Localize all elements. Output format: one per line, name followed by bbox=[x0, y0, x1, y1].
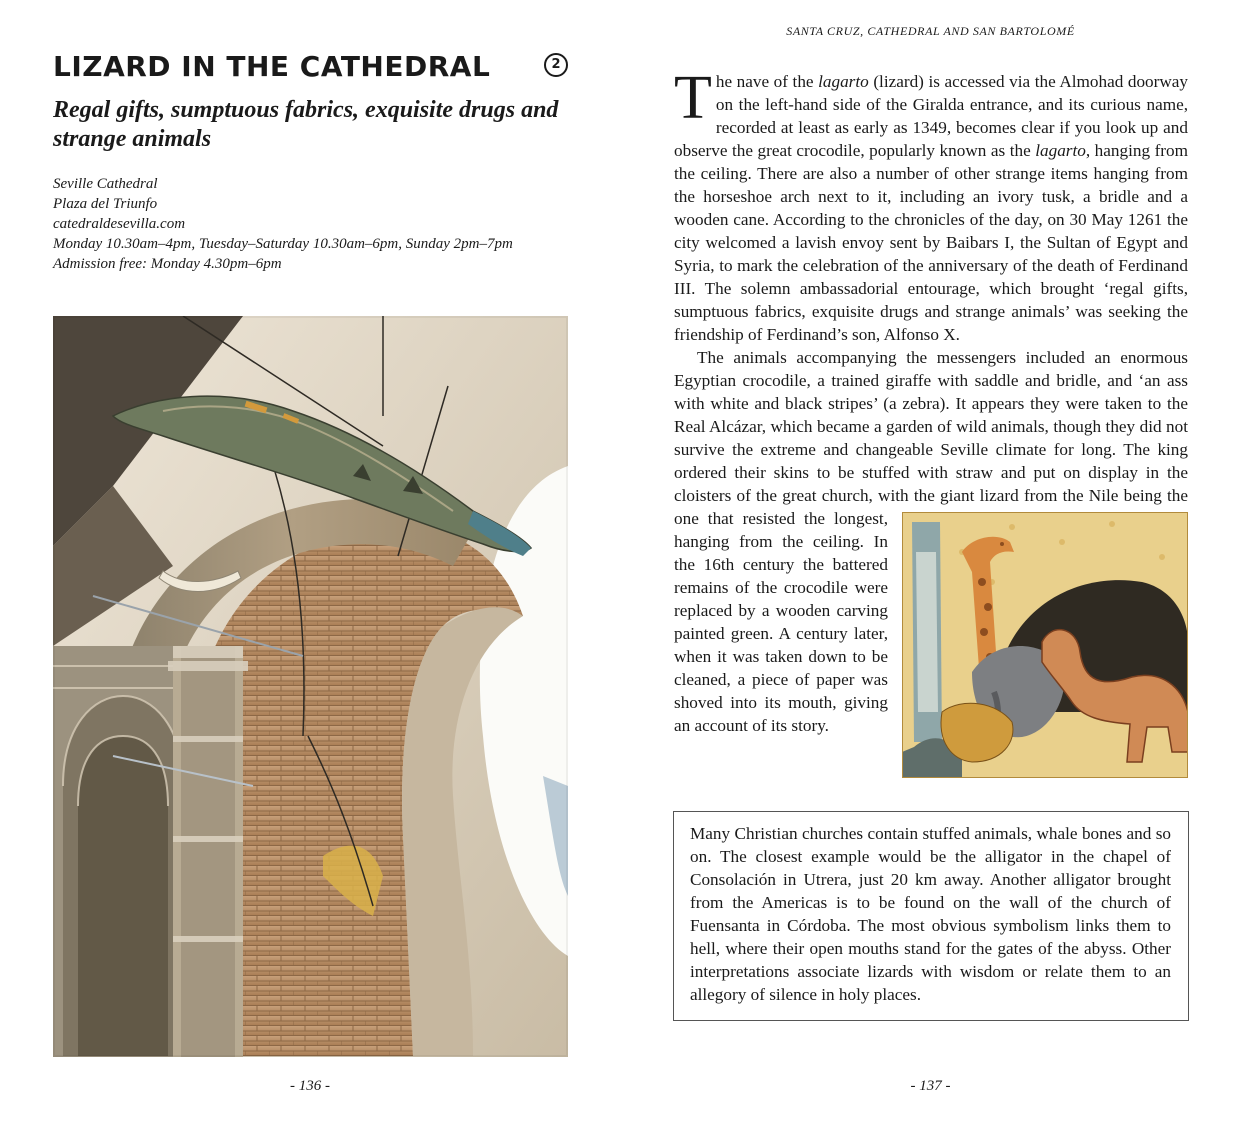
article-paragraph-2 bbox=[674, 346, 1188, 737]
manuscript-illustration bbox=[902, 512, 1188, 778]
page-number-right: - 137 - bbox=[910, 1078, 951, 1094]
right-page bbox=[620, 0, 1241, 1123]
info-address: Plaza del Triunfo bbox=[53, 196, 158, 212]
info-website: catedraldesevilla.com bbox=[53, 216, 186, 232]
sidebar-text: Many Christian churches contain stuffed animals, whale bones and so on. The closest example would be the alligator in the chapel of Consolación in Utrera, just 20 km away. Another alligator brought from the Americas is to be found on the wall of the church of Fuensanta in Córdoba. The most obvious symbolism links them to hell, where their open mouths stand for the gates of the abyss. Other interpretations associate lizards with wisdom or relate them to an allegory of silence in holy places. bbox=[690, 824, 1171, 1004]
info-admission: Admission free: Monday 4.30pm–6pm bbox=[53, 256, 282, 272]
chapter-subtitle: Regal gifts, sumptuous fabrics, exquisite drugs and strange animals bbox=[53, 97, 559, 152]
visitor-info bbox=[53, 174, 593, 274]
paragraph-2-text-a: The animals accompanying the messengers included an enormous Egyptian crocodile, a trained giraffe with saddle and bridle, and ‘an ass with white and black stripes’ (a zebra). It appears they were taken to the Real Alcázar, which became a garden of wild animals, though they did not survive the extreme and changeable Seville climate for long. The king ordered their skins to be stuffed with straw and put on display in the cloisters of the great church, with the giant lizard from bbox=[674, 348, 1188, 505]
main-article bbox=[674, 64, 1189, 782]
drop-cap: T bbox=[674, 64, 712, 132]
info-place: Seville Cathedral bbox=[53, 176, 158, 192]
sidebar-box bbox=[673, 811, 1189, 1021]
chapter-title: LIZARD IN THE CATHEDRAL bbox=[53, 50, 491, 83]
left-page bbox=[0, 0, 620, 1123]
paragraph-1-italic-b: lagarto bbox=[1035, 141, 1086, 160]
paragraph-1-italic-a: lagarto bbox=[818, 72, 869, 91]
page-number-left: - 136 - bbox=[290, 1078, 330, 1094]
info-hours: Monday 10.30am–4pm, Tuesday–Saturday 10.30am–6pm, Sunday 2pm–7pm bbox=[53, 236, 513, 252]
cathedral-crocodile-photo bbox=[53, 316, 568, 1057]
paragraph-1-text-a: he nave of the bbox=[715, 72, 819, 91]
article-paragraph-1 bbox=[674, 64, 1188, 346]
entry-number-badge: 2 bbox=[544, 53, 568, 77]
paragraph-1-text-c: , hanging from the ceiling. There are also a number of other strange items hanging from the horseshoe arch next to it, including an ivory tusk, a bridle and a wooden cane. According to the chronicles of the day, on 30 May 1261 the city welcomed a lavish envoy sent by Baibars I, the Sultan of Egypt and Syria, to mark the celebration of the anniversary of the death of Ferdinand III. The solemn ambassadorial entourage, which brought ‘regal gifts, sumptuous fabrics, exquisite drugs and strange animals’ was seeking the friendship of Ferdinand’s son, Alfonso X. bbox=[674, 141, 1188, 344]
paragraph-2-text-b: the Nile being the one that resisted the longest, hanging from the ceiling. In the 16th century the battered remains of the crocodile were replaced by a wooden carving painted green. A century later, when it was taken down to be cleaned, a piece of paper was shoved into its mouth, giving an account of its story. bbox=[674, 486, 1189, 735]
running-head: SANTA CRUZ, CATHEDRAL AND SAN BARTOLOMÉ bbox=[786, 24, 1075, 38]
paragraph-1-text-b: (lizard) is accessed via the Almohad doorway on the left-hand side of the Giralda entrance, and its curious name, recorded at least as early as 1349, becomes clear if you look up and observe the great crocodile, popularly known as the bbox=[674, 72, 1188, 160]
